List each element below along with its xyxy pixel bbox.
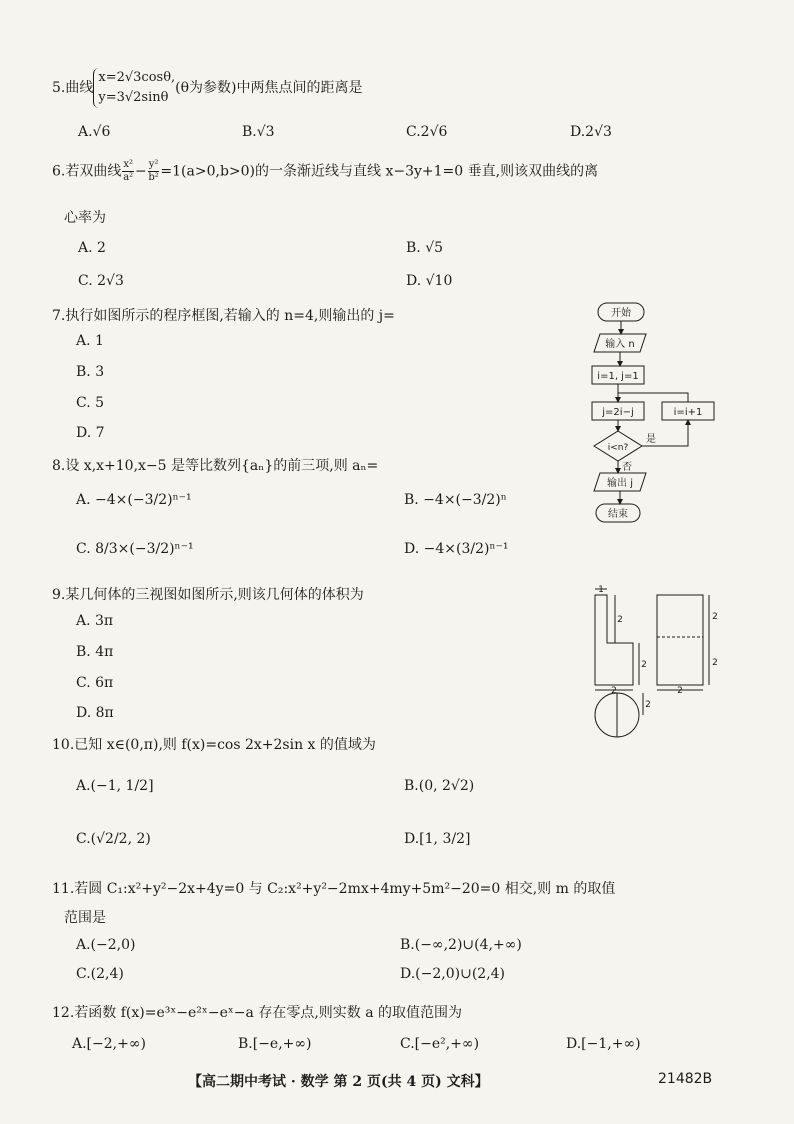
question-9: 9.某几何体的三视图如图所示,则该几何体的体积为 (52, 587, 364, 603)
flow-assign: j=2i−j (602, 407, 634, 418)
q7-option-d[interactable]: D. 7 (76, 425, 105, 441)
dim-one: 1 (598, 585, 604, 595)
flow-increment: i=i+1 (673, 407, 703, 418)
front-view-shape (595, 595, 633, 685)
dim-front-bottom: 2 (641, 660, 647, 670)
q6-stem-line2: 心率为 (64, 210, 106, 226)
flow-output: 输出 j (607, 478, 633, 489)
q6-frac-x: $\frac{\text{x²}}{\text{a²}}$ (123, 159, 134, 183)
q8-option-a[interactable]: A. −4×(−3/2)ⁿ⁻¹ (76, 492, 192, 508)
q6-option-b[interactable]: B. √5 (406, 240, 444, 256)
q9-three-view-diagram (585, 585, 725, 745)
q12-option-b[interactable]: B.[−e,+∞) (238, 1036, 312, 1052)
q7-option-c[interactable]: C. 5 (76, 395, 105, 411)
question-5 (52, 68, 363, 108)
flow-init: i=1, j=1 (597, 371, 639, 382)
question-8: 8.设 x,x+10,x−5 是等比数列{aₙ}的前三项,则 aₙ= (52, 458, 379, 474)
q11-option-a[interactable]: A.(−2,0) (76, 937, 136, 953)
flow-condition: i<n? (607, 443, 629, 453)
dim-front-top: 2 (617, 615, 623, 625)
dim-top-radius: 2 (645, 700, 651, 710)
q5-prefix: 曲线 (65, 80, 94, 96)
q11-option-d[interactable]: D.(−2,0)∪(2,4) (400, 966, 506, 982)
dim-side-width: 2 (677, 686, 683, 696)
q6-stem-start: 若双曲线 (65, 163, 122, 180)
q5-eq1: x=2√3cosθ, (98, 70, 176, 85)
question-7: 7.执行如图所示的程序框图,若输入的 n=4,则输出的 j= (52, 308, 395, 324)
dim-front-width: 2 (611, 686, 617, 696)
q5-option-d[interactable]: D.2√3 (570, 124, 612, 140)
flow-input: 输入 n (605, 339, 635, 350)
flow-start: 开始 (611, 308, 631, 319)
q11-option-b[interactable]: B.(−∞,2)∪(4,+∞) (400, 937, 522, 953)
q8-option-c[interactable]: C. 8/3×(−3/2)ⁿ⁻¹ (76, 541, 194, 557)
q5-parametric-system (93, 68, 175, 108)
q6-option-c[interactable]: C. 2√3 (78, 273, 124, 289)
q7-flowchart (580, 298, 730, 528)
q6-number: 6. (52, 163, 66, 180)
q10-option-d[interactable]: D.[1, 3/2] (404, 831, 471, 847)
q7-option-a[interactable]: A. 1 (76, 333, 104, 349)
exam-code: 21482B (658, 1071, 713, 1087)
q9-option-b[interactable]: B. 4π (76, 644, 114, 660)
q11-stem-line2: 范围是 (64, 910, 106, 926)
question-11: 11.若圆 C₁:x²+y²−2x+4y=0 与 C₂:x²+y²−2mx+4my+5m²−20=0 相交,则 m 的取值 (52, 881, 616, 897)
q6-option-a[interactable]: A. 2 (78, 240, 106, 256)
q7-option-b[interactable]: B. 3 (76, 364, 105, 380)
dim-side-bottom: 2 (712, 658, 718, 668)
q6-minus: − (135, 163, 147, 180)
q10-option-c[interactable]: C.(√2/2, 2) (76, 831, 151, 847)
question-10: 10.已知 x∈(0,π),则 f(x)=cos 2x+2sin x 的值域为 (52, 737, 376, 753)
q8-option-b[interactable]: B. −4×(−3/2)ⁿ (404, 492, 507, 508)
page-footer-label: 【高二期中考试 · 数学 第 2 页(共 4 页) 文科】 (188, 1074, 489, 1090)
q12-option-c[interactable]: C.[−e²,+∞) (400, 1036, 480, 1052)
flow-end: 结束 (608, 509, 628, 520)
flow-no: 否 (622, 462, 632, 473)
q10-option-b[interactable]: B.(0, 2√2) (404, 778, 475, 794)
q11-option-c[interactable]: C.(2,4) (76, 966, 124, 982)
q5-eq2: y=3√2sinθ (98, 90, 169, 105)
q6-option-d[interactable]: D. √10 (406, 273, 453, 289)
q6-frac-y: $\frac{\text{y²}}{\text{b²}}$ (148, 159, 159, 183)
q5-option-b[interactable]: B.√3 (242, 124, 275, 140)
flow-yes: 是 (646, 434, 656, 445)
q6-stem-rest: =1(a>0,b>0)的一条渐近线与直线 x−3y+1=0 垂直,则该双曲线的离 (160, 163, 599, 180)
q10-option-a[interactable]: A.(−1, 1/2] (76, 778, 154, 794)
q9-option-d[interactable]: D. 8π (76, 705, 114, 721)
q5-number: 5. (52, 80, 66, 96)
question-6 (52, 160, 598, 183)
q9-option-c[interactable]: C. 6π (76, 675, 114, 691)
side-view-shape (657, 595, 703, 685)
q12-option-d[interactable]: D.[−1,+∞) (566, 1036, 641, 1052)
q12-option-a[interactable]: A.[−2,+∞) (72, 1036, 146, 1052)
q5-option-a[interactable]: A.√6 (78, 124, 111, 140)
q9-option-a[interactable]: A. 3π (76, 613, 114, 629)
q5-option-c[interactable]: C.2√6 (406, 124, 448, 140)
dim-side-top: 2 (712, 612, 718, 622)
question-12: 12.若函数 f(x)=e³ˣ−e²ˣ−eˣ−a 存在零点,则实数 a 的取值范围为 (52, 1005, 463, 1021)
q8-option-d[interactable]: D. −4×(3/2)ⁿ⁻¹ (404, 541, 509, 557)
q5-stem: (θ为参数)中两焦点间的距离是 (175, 80, 363, 96)
